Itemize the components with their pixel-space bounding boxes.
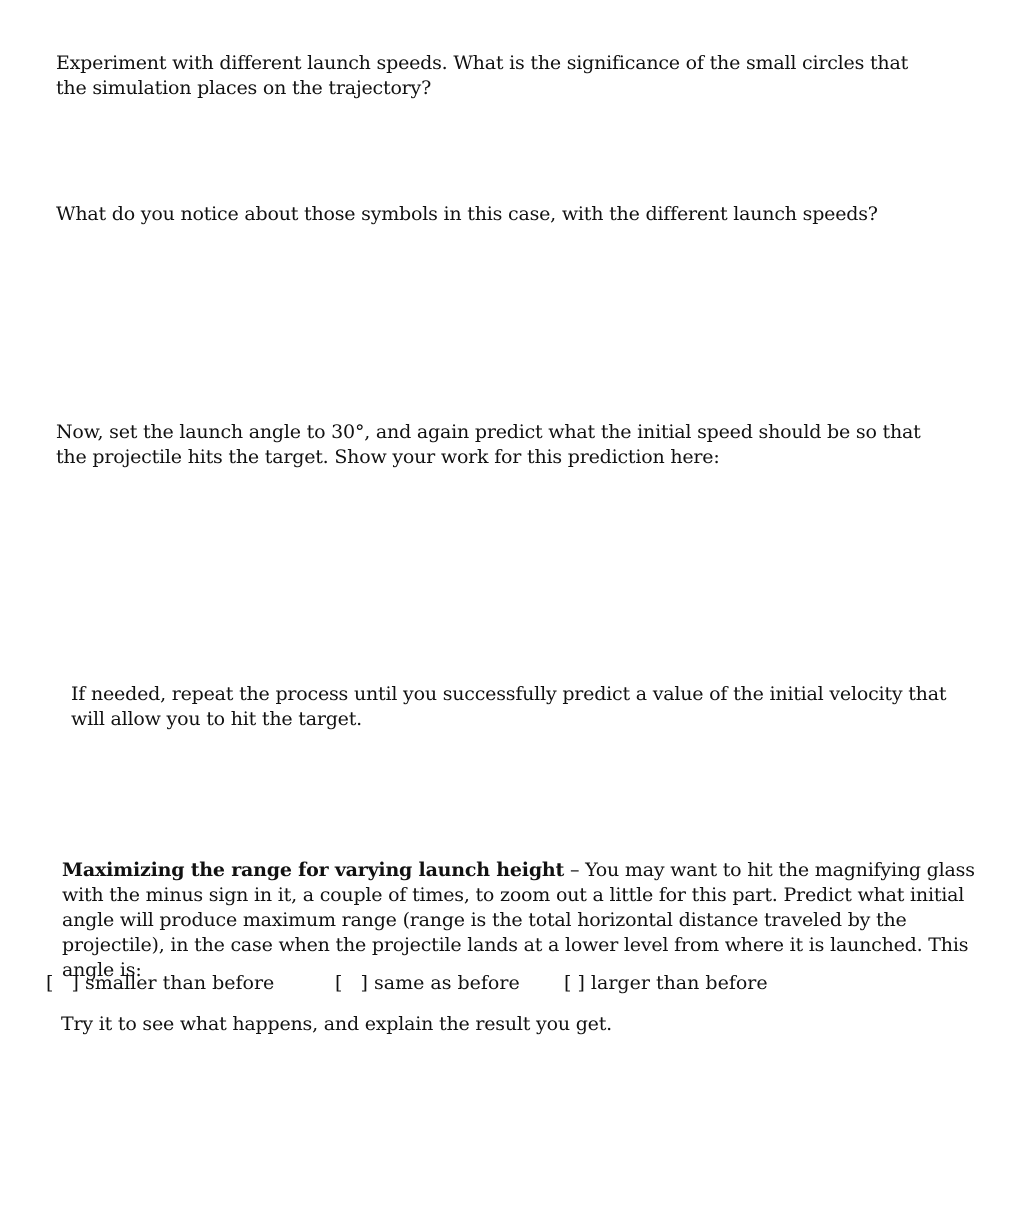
choice-smaller-than-before[interactable] xyxy=(46,971,274,996)
question-launch-angle-30: Now, set the launch angle to 30°, and again predict what the initial speed should be so that the projectile hits the target. Show your work for this prediction here: xyxy=(56,421,921,468)
section-body: – You may want to hit the magnifying glass with the minus sign in it, a couple of times, to zoom out a little for this part. Predict what initial angle will produce maximum range (range is the total horizontal distance traveled by the projectile), in the case when the projectile lands at a lower level from where it is launched. This angle is: xyxy=(62,859,975,981)
section-maximizing-range xyxy=(62,858,977,983)
choice-label-larger: larger than before xyxy=(590,972,768,994)
choice-label-smaller: smaller than before xyxy=(85,972,275,994)
checkbox-smaller[interactable]: [ ] xyxy=(46,972,79,994)
checkbox-same[interactable]: [ ] xyxy=(335,972,368,994)
choice-same-as-before[interactable] xyxy=(335,971,520,996)
checkbox-larger[interactable]: [ ] xyxy=(564,972,585,994)
angle-choice-group xyxy=(0,971,1035,997)
question-small-circles: Experiment with different launch speeds. What is the significance of the small circles that the simulation places on the trajectory? xyxy=(56,52,909,99)
followup-instruction: Try it to see what happens, and explain the result you get. xyxy=(61,1013,612,1035)
instruction-repeat-process: If needed, repeat the process until you successfully predict a value of the initial velocity that will allow you to hit the target. xyxy=(71,683,947,730)
question-symbols: What do you notice about those symbols in this case, with the different launch speeds? xyxy=(56,203,878,225)
choice-larger-than-before[interactable] xyxy=(564,971,768,996)
choice-label-same: same as before xyxy=(374,972,520,994)
section-heading: Maximizing the range for varying launch height xyxy=(62,859,565,881)
